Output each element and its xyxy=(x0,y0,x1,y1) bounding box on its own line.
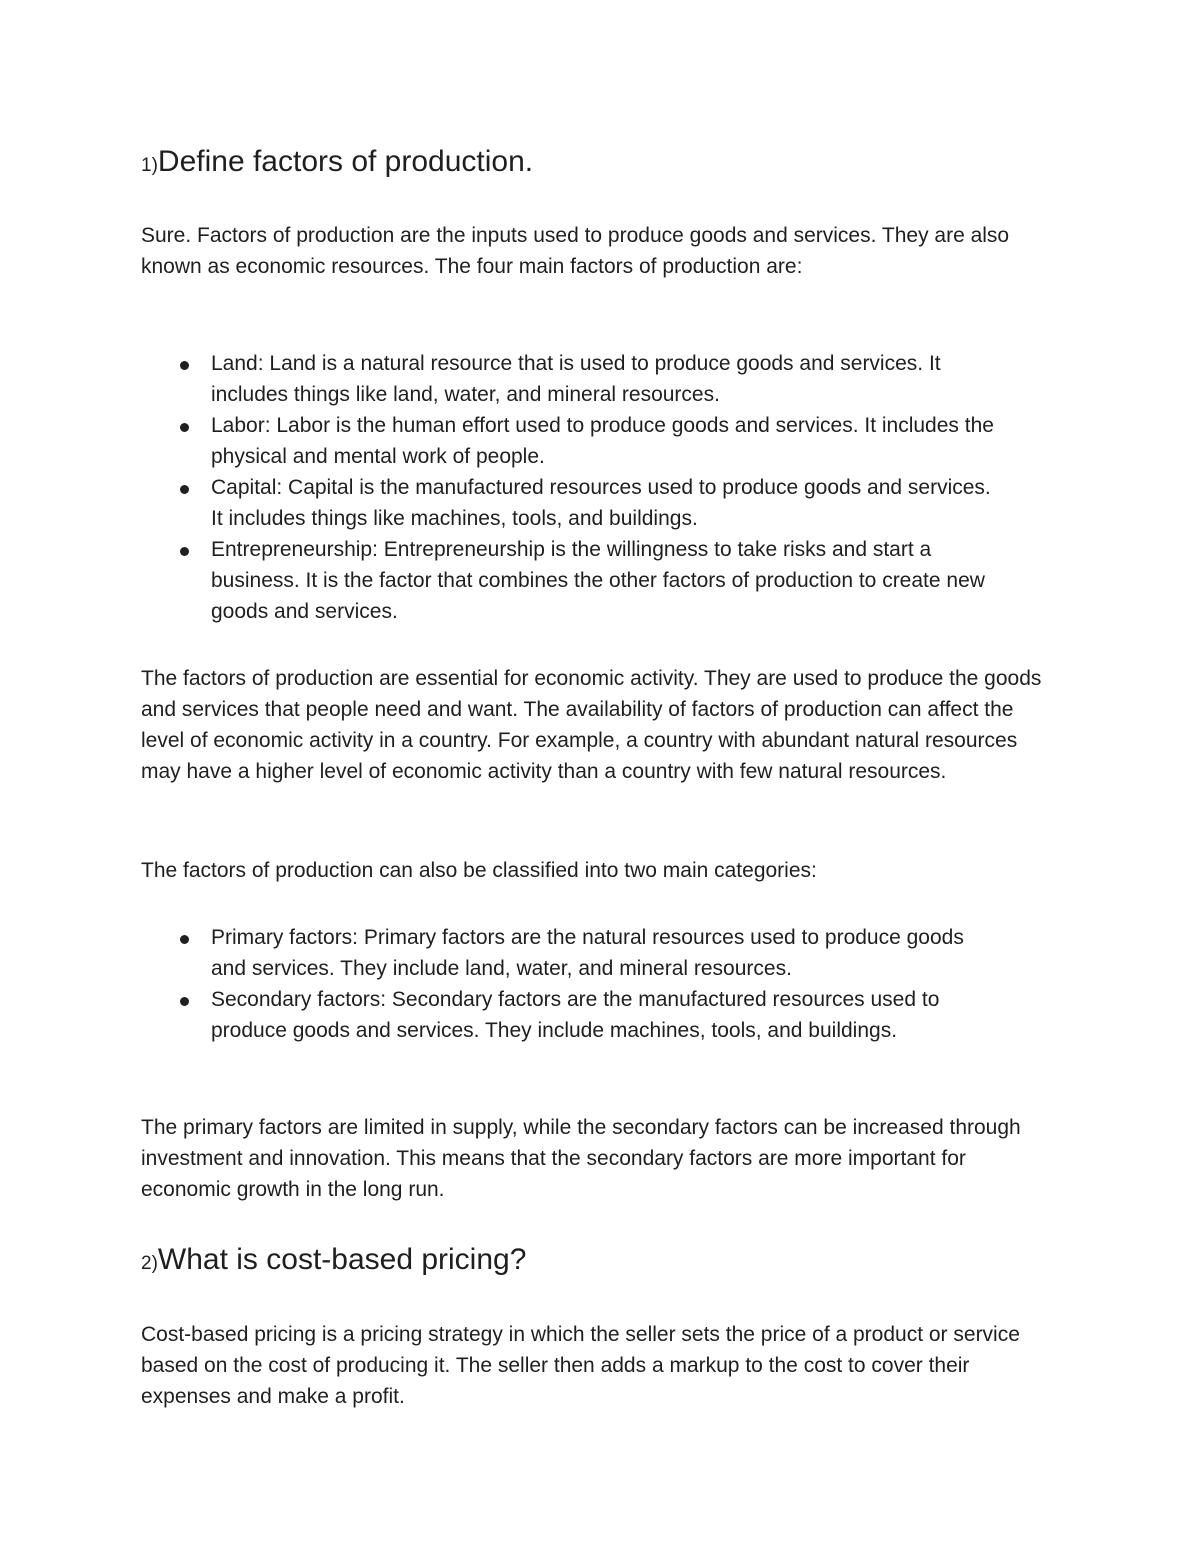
q1-paragraph-4: The primary factors are limited in supply, while the secondary factors can be increased through investment and innovation. This means that the secondary factors are more important for economic growth in the long run. xyxy=(141,1116,1021,1201)
question-1-title: Define factors of production. xyxy=(157,145,534,178)
bullet-icon xyxy=(180,361,189,370)
q1-intro-paragraph: Sure. Factors of production are the inputs used to produce goods and services. They are also known as economic resources. The four main factors of production are: xyxy=(141,224,1010,278)
list-item-labor xyxy=(141,410,1001,472)
bullet-icon xyxy=(180,547,189,556)
list-item-land xyxy=(141,348,1001,410)
q1-paragraph-3: The factors of production can also be classified into two main categories: xyxy=(141,859,817,882)
bullet-icon xyxy=(180,485,189,494)
question-1-heading xyxy=(141,142,533,187)
list-item-primary xyxy=(141,922,1001,984)
question-2-heading xyxy=(141,1240,526,1285)
list-item-text: Secondary factors: Secondary factors are the manufactured resources used to produce goods and services. They include machines, tools, and buildings. xyxy=(211,988,940,1042)
list-item-text: Labor: Labor is the human effort used to produce goods and services. It includes the physical and mental work of people. xyxy=(211,414,994,468)
list-item-text: Land: Land is a natural resource that is used to produce goods and services. It includes things like land, water, and mineral resources. xyxy=(211,352,941,406)
categories-list xyxy=(141,922,1056,1046)
list-item-secondary xyxy=(141,984,1001,1046)
bullet-icon xyxy=(180,997,189,1006)
q2-paragraph-1: Cost-based pricing is a pricing strategy in which the seller sets the price of a product or service based on the cost of producing it. The seller then adds a markup to the cost to cover their expenses and make a profit. xyxy=(141,1323,1020,1408)
list-item-capital xyxy=(141,472,1001,534)
question-1-number: 1) xyxy=(141,155,158,176)
bullet-icon xyxy=(180,423,189,432)
question-2-title: What is cost-based pricing? xyxy=(157,1243,527,1276)
list-item-text: Entrepreneurship: Entrepreneurship is the willingness to take risks and start a business. It is the factor that combines the other factors of production to create new goods and services. xyxy=(211,538,985,623)
list-item-entrepreneurship xyxy=(141,534,1001,627)
question-2-number: 2) xyxy=(141,1253,158,1274)
q1-paragraph-2: The factors of production are essential for economic activity. They are used to produce the goods and services that people need and want. The availability of factors of production can affect the level of economic activity in a country. For example, a country with abundant natural resources may have a higher level of economic activity than a country with few natural resources. xyxy=(141,667,1042,783)
bullet-icon xyxy=(180,935,189,944)
list-item-text: Capital: Capital is the manufactured resources used to produce goods and services. It includes things like machines, tools, and buildings. xyxy=(211,476,991,530)
factors-list xyxy=(141,348,1056,627)
list-item-text: Primary factors: Primary factors are the natural resources used to produce goods and services. They include land, water, and mineral resources. xyxy=(211,926,964,980)
